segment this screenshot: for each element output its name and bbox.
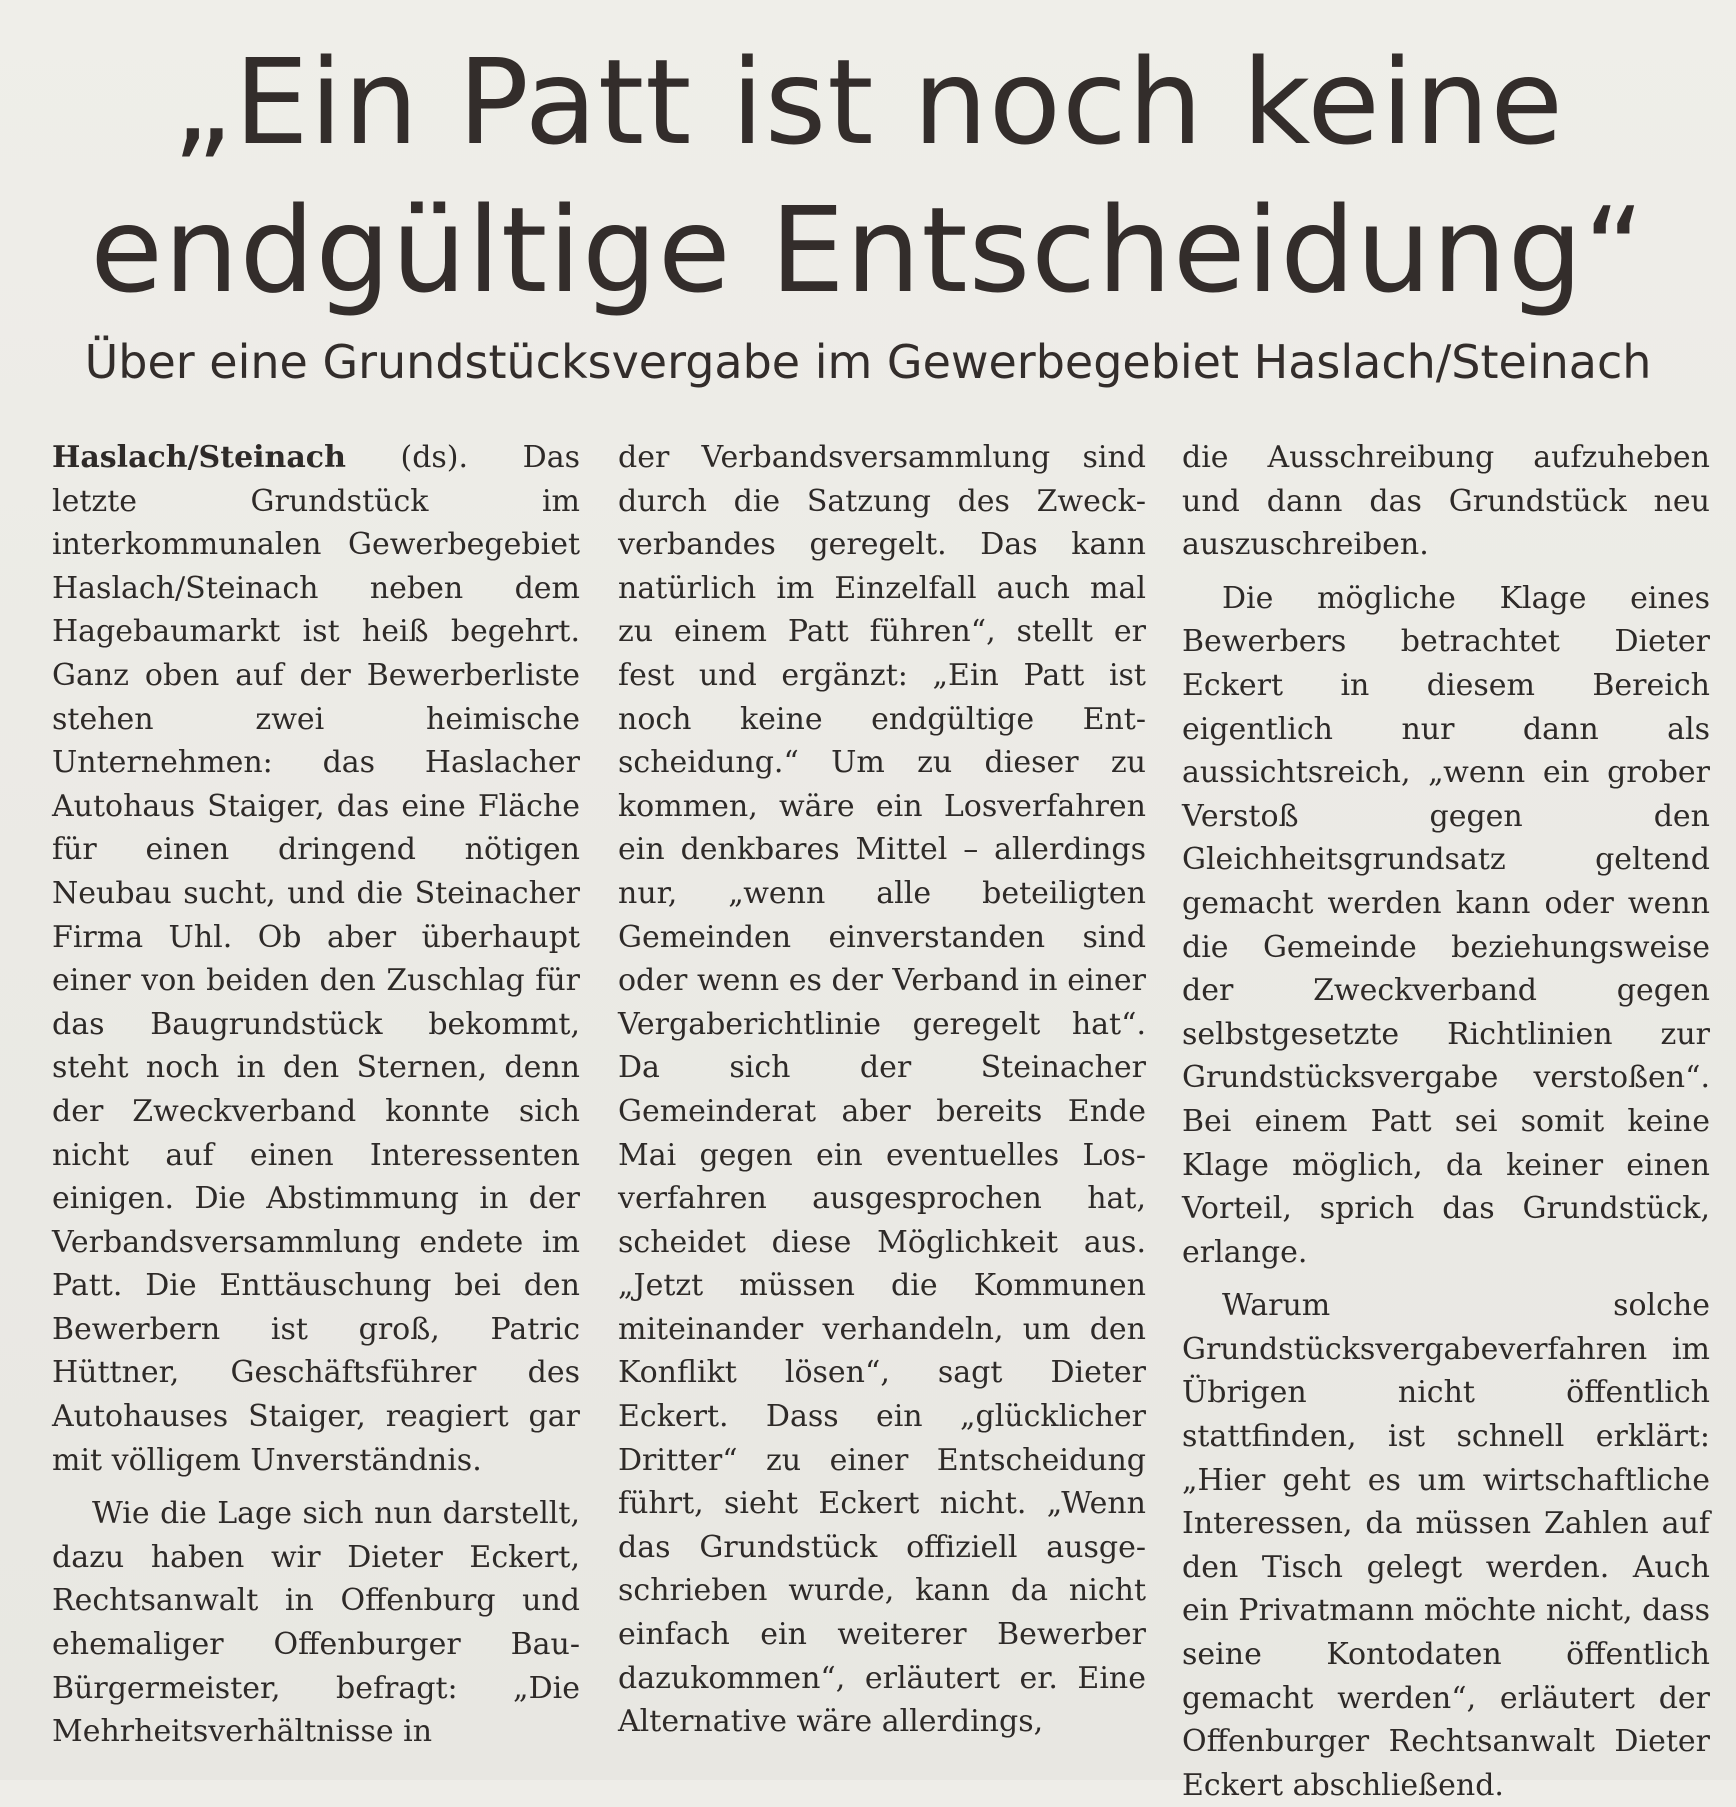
paragraph-1 (52, 436, 580, 1482)
paragraph-2-start: Wie die Lage sich nun darstellt, dazu haben wir Dieter Eckert, Rechtsanwalt in Offenburg und ehemaliger Offenburger Bau-Bürgermeister, befragt: „Die Mehrheitsverhältnisse in (52, 1496, 580, 1750)
paragraph-2-end: die Ausschreibung aufzuheben und dann das Grundstück neu auszuschreiben. (1182, 440, 1710, 563)
paragraph-4: Warum solche Grundstücksvergabeverfahren im Übrigen nicht öffentlich stattfinden, ist schnell erklärt: „Hier geht es um wirtschaftliche Interessen, da müssen Zahlen auf den Tisch gelegt werden. Auch ein Privatmann möchte nicht, dass seine Kontodaten öffentlich gemacht werden“, erläutert der Offenburger Rechtsanwalt Dieter Eckert abschließend. (1182, 1288, 1710, 1803)
paragraph-1-text: (ds). Das letzte Grundstück im interkommunalen Gewerbegebiet Haslach/Steinach neben dem Hagebaumarkt ist heiß begehrt. Ganz oben auf der Bewerberliste stehen zwei heimische Unternehmen: das Haslacher Autohaus Staiger, das eine Fläche für einen dringend nötigen Neubau sucht, und die Steinacher Firma Uhl. Ob aber überhaupt einer von beiden den Zuschlag für das Baugrundstück bekommt, steht noch in den Sternen, denn der Zweckverband konnte sich nicht auf einen Interessenten einigen. Die Abstimmung in der Verbandsversammlung endete im Patt. Die Enttäuschung bei den Bewerbern ist groß, Patric Hüttner, Geschäftsführer des Autohauses Staiger, reagiert gar mit völligem Unverständnis. (52, 440, 580, 1478)
subheadline: Über eine Grundstücksvergabe im Gewerbegebiet Haslach/Steinach (84, 335, 1652, 389)
article-column-2 (618, 436, 1146, 1744)
dateline: Haslach/Steinach (52, 440, 346, 475)
paragraph-2-full (0, 0, 1, 1)
article-body (52, 436, 1710, 1803)
paragraph-3: Die mögliche Klage eines Bewerbers betrachtet Dieter Eckert in diesem Bereich eigentlich nur dann als aussichtsreich, „wenn ein grober Verstoß gegen den Gleichheitsgrundsatz geltend gemacht werden kann oder wenn die Gemeinde beziehungsweise der Zweckverband gegen selbstgesetzte Richtlinien zur Grundstücksvergabe verstoßen“. Bei einem Patt sei somit keine Klage möglich, da keiner einen Vorteil, sprich das Grundstück, erlange. (1182, 580, 1710, 1270)
article-column-1 (52, 436, 580, 1754)
paragraph-2-continued: der Verbandsversammlung sind durch die Satzung des Zweckverbandes geregelt. Das kann natürlich im Einzelfall auch mal zu einem Patt führen“, stellt er fest und ergänzt: „Ein Patt ist noch keine endgültige Entscheidung.“ Um zu dieser zu kommen, wäre ein Losverfahren ein denkbares Mittel – allerdings nur, „wenn alle beteiligten Gemeinden einverstanden sind oder wenn es der Verband in einer Vergaberichtlinie geregelt hat“. Da sich der Steinacher Gemeinderat aber bereits Ende Mai gegen ein eventuelles Losverfahren ausgesprochen hat, scheidet diese Möglichkeit aus. „Jetzt müssen die Kommunen miteinander verhandeln, um den Konflikt lösen“, sagt Dieter Eckert. Dass ein „glücklicher Dritter“ zu einer Entscheidung führt, sieht Eckert nicht. „Wenn das Grundstück offiziell ausgeschrieben wurde, kann da nicht einfach ein weiterer Bewerber dazukommen“, erläutert er. Eine Alternative wäre allerdings, (618, 440, 1146, 1740)
headline: „Ein Patt ist noch keine endgültige Entscheidung“ (90, 33, 1646, 319)
article-column-3 (1182, 436, 1710, 1807)
